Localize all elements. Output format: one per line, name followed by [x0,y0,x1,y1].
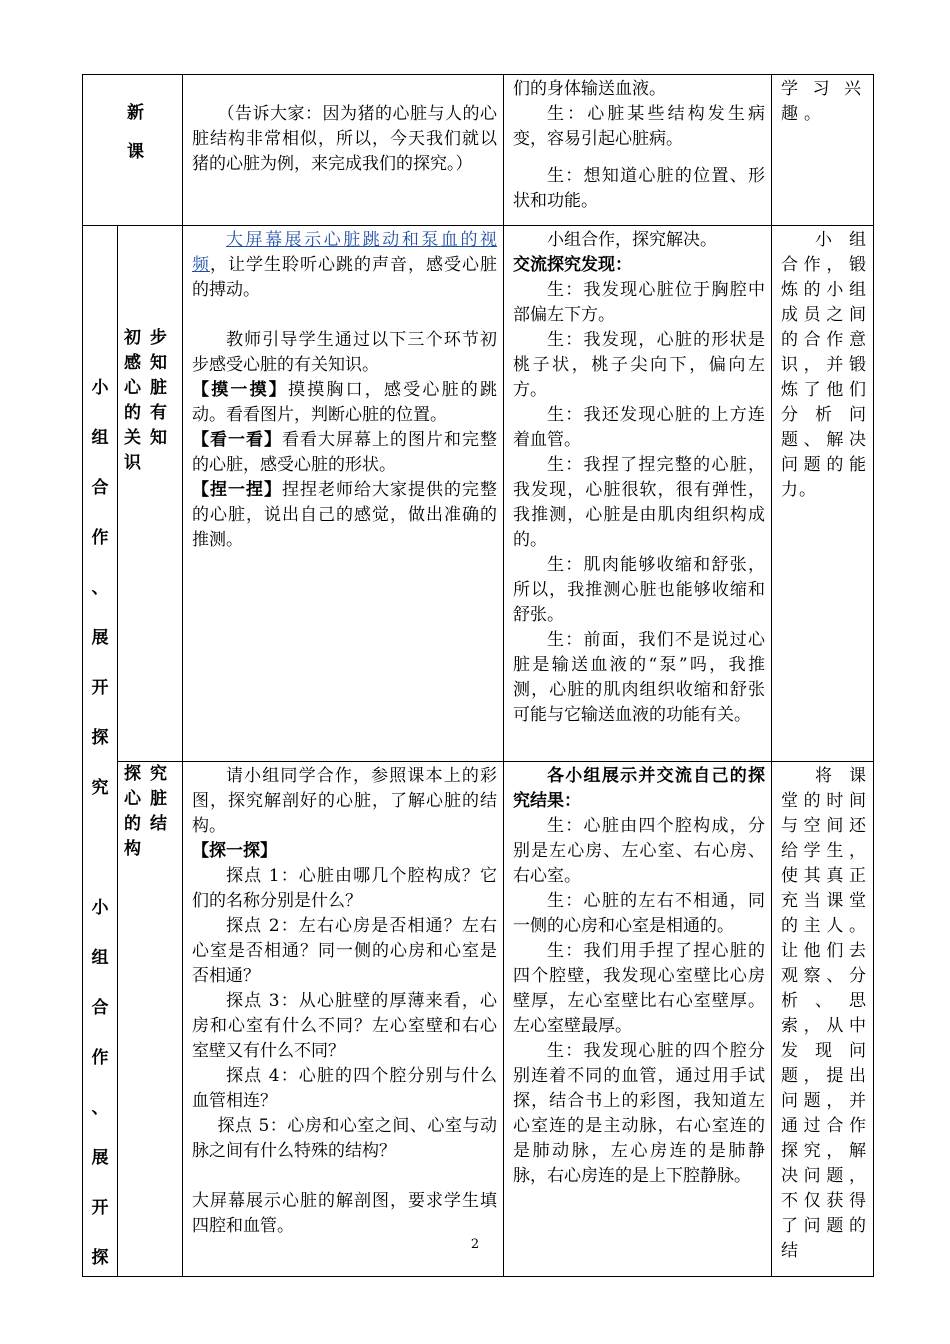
page-number: 2 [470,1237,480,1252]
group-char: 组 [91,948,109,968]
group-char: 小 [91,898,109,918]
explore-question: 探点 5：心房和心室之间、心室与动脉之间有什么特殊的结构？ [192,1116,497,1162]
stage-cell-group-work [83,226,118,1277]
group-char: 作 [91,528,109,548]
student-activity-cell [504,226,772,762]
intent-text: 小组合作，锻炼的小组成员之间的合作意识，并锻炼了他们分析问题、解决问题的能力。 [781,230,867,500]
student-text: 生：想知道心脏的位置、形状和功能。 [513,166,765,211]
student-answer: 生：我们用手捏了捏心脏的四个腔壁，我发现心室壁比心房壁厚，左心室壁比右心室壁厚。左心室壁最厚。 [513,941,765,1037]
sub-stage-cell-perceive [118,226,183,762]
table-row [83,75,874,226]
group-char: 展 [91,628,109,648]
student-activity-cell [504,762,772,1277]
step-title: 【捏一捏】 [192,480,282,500]
sub-stage-label: 初步感知心脏的有关知识 [124,328,176,473]
sub-stage-label: 探究心脏的结构 [124,764,176,860]
group-char: 合 [91,478,109,498]
teacher-text: 大屏幕展示心脏的解剖图，要求学生填四腔和血管。 [192,1191,497,1237]
student-section-title: 交流探究发现： [513,255,632,275]
step-text: 摸摸胸口，感受心脏的跳动。看看图片，判断心脏的位置。 [192,380,497,425]
student-text: 生：心脏某些结构发生病变，容易引起心脏病。 [513,104,765,149]
table-row [83,226,874,762]
lesson-plan-table [82,74,874,1277]
stage-cell-new-lesson [83,75,183,226]
intent-text: 学习兴趣。 [781,79,867,124]
explore-question: 探点 4：心脏的四个腔分别与什么血管相连？ [192,1066,497,1112]
sub-stage-cell-structure [118,762,183,1277]
student-answer: 生：心脏的左右不相通，同一侧的心房和心室是相通的。 [513,891,765,937]
teacher-activity-cell [183,75,504,226]
group-char: 组 [91,428,109,448]
group-char: 探 [91,728,109,748]
group-char: 开 [91,678,109,698]
step-title: 【摸一摸】 [192,380,288,400]
table-row [83,762,874,1277]
teacher-activity-cell [183,762,504,1277]
teacher-text: 教师引导学生通过以下三个环节初步感受心脏的有关知识。 [192,330,497,375]
design-intent-cell [772,226,874,762]
student-answer: 生：心脏由四个腔构成，分别是左心房、左心室、右心房、右心室。 [513,816,765,887]
student-section-title: 各小组展示并交流自己的探究结果： [513,766,765,812]
design-intent-cell [772,75,874,226]
student-text: 生：我还发现心脏的上方连着血管。 [513,405,765,450]
group-char: 开 [91,1198,109,1218]
design-intent-cell [772,762,874,1277]
group-char: 展 [91,1148,109,1168]
explore-question: 探点 1：心脏由哪几个腔构成？它们的名称分别是什么？ [192,866,497,912]
step-title: 【探一探】 [192,841,277,862]
student-text: 们的身体输送血液。 [513,79,666,99]
student-text: 小组合作，探究解决。 [547,230,717,250]
step-title: 【看一看】 [192,430,282,450]
teacher-activity-cell [183,226,504,762]
group-char: 、 [91,1098,109,1118]
teacher-text: 请小组同学合作，参照课本上的彩图，探究解剖好的心脏，了解心脏的结构。 [192,766,497,837]
step-text: 看看大屏幕上的图片和完整的心脏，感受心脏的形状。 [192,430,497,475]
group-char: 究 [91,778,109,798]
student-text: 生：我发现，心脏的形状是桃子状，桃子尖向下，偏向左方。 [513,330,765,400]
student-activity-cell [504,75,772,226]
explore-question: 探点 3：从心脏壁的厚薄来看，心房和心室有什么不同？左心室壁和右心室壁又有什么不同？ [192,991,497,1062]
teacher-note: （告诉大家：因为猪的心脏与人的心脏结构非常相似，所以，今天我们就以猪的心脏为例，来完成我们的探究。） [192,104,497,174]
group-char: 、 [91,578,109,598]
stage-label: 新课 [123,103,143,181]
group-char: 作 [91,1048,109,1068]
student-text: 生：我发现心脏位于胸腔中部偏左下方。 [513,280,765,325]
step-text: 捏捏老师给大家提供的完整的心脏，说出自己的感觉，做出准确的推测。 [192,480,497,550]
student-text: 生：我捏了捏完整的心脏，我发现，心脏很软，很有弹性，我推测，心脏是由肌肉组织构成的。 [513,455,765,550]
intent-text: 将课堂的时间与空间还给学生，使其真正充当课堂的主人。让他们去观察、分析、思索，从中发现问题，提出问题，并通过合作探究，解决问题，不仅获得了问题的结 [781,766,867,1262]
student-answer: 生：我发现心脏的四个腔分别连着不同的血管，通过用手试探，结合书上的彩图，我知道左心室连的是主动脉，右心室连的是肺动脉，左心房连的是肺静脉，右心房连的是上下腔静脉。 [513,1041,765,1187]
group-char: 合 [91,998,109,1018]
group-char: 探 [91,1248,109,1268]
student-text: 生：前面，我们不是说过心脏是输送血液的“泵”吗，我推测，心脏的肌肉组织收缩和舒张可能与它输送血液的功能有关。 [513,630,765,725]
group-char: 小 [91,378,109,398]
student-text: 生：肌肉能够收缩和舒张，所以，我推测心脏也能够收缩和舒张。 [513,555,765,625]
teacher-text: ，让学生聆听心跳的声音，感受心脏的搏动。 [192,255,497,300]
video-link[interactable]: 大屏幕展示心脏跳动和泵血的视频 [192,230,497,275]
explore-question: 探点 2：左右心房是否相通？左右心室是否相通？同一侧的心房和心室是否相通？ [192,916,497,987]
